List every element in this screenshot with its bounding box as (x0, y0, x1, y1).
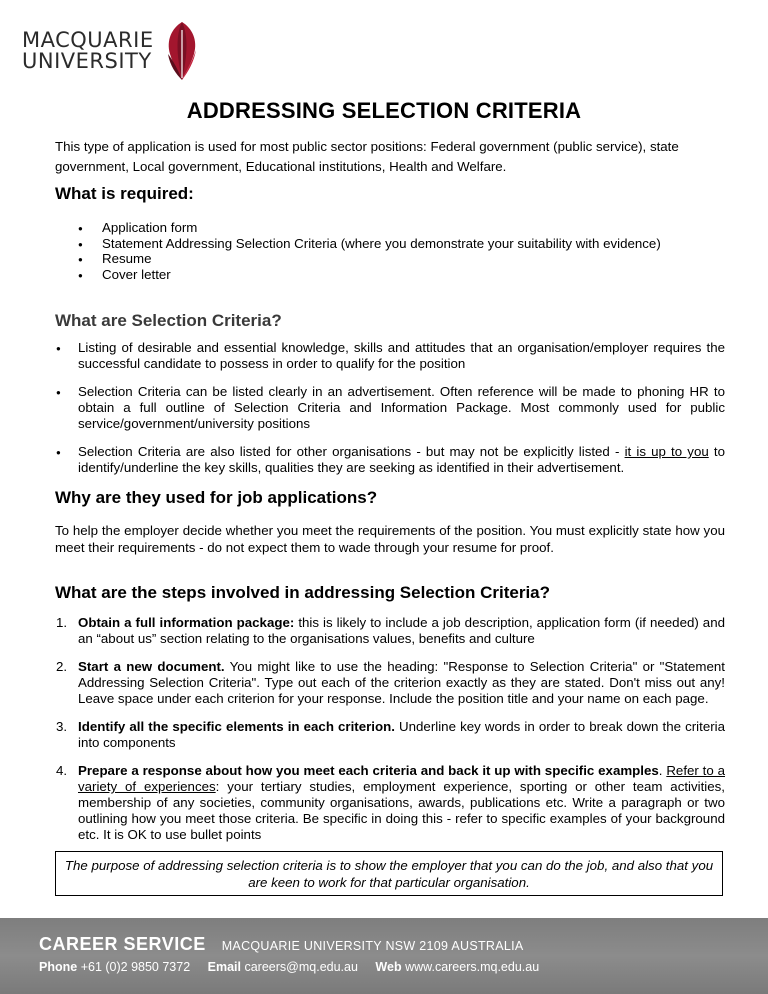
email-label: Email (207, 960, 241, 974)
step-title: Prepare a response about how you meet each criteria and back it up with specific examples (78, 763, 659, 778)
phone-label: Phone (39, 960, 78, 974)
list-item: ● Resume (55, 251, 661, 267)
criteria-list (55, 340, 725, 488)
step-item (55, 763, 725, 843)
logo-wordmark (22, 30, 154, 72)
email-link[interactable]: careers@mq.edu.au (244, 960, 358, 974)
step-title: Identify all the specific elements in each criterion. (78, 719, 395, 734)
step-number: 4. (56, 763, 68, 778)
web-link[interactable]: www.careers.mq.edu.au (405, 960, 540, 974)
footer-banner (0, 918, 768, 994)
university-logo (22, 20, 206, 84)
step-text: : your tertiary studies, employment experience, sporting or other team activities, membership of any societies, community organisations, awards, publications etc. Write a paragraph or two outlining how you meet those criteria. Be specific in doing this - refer to specific examples of your background etc. It is OK to use bullet points (78, 779, 725, 842)
why-heading: Why are they used for job applications? (55, 488, 378, 507)
steps-list (55, 615, 725, 855)
step-title: Obtain a full information package: (78, 615, 295, 630)
required-list (55, 220, 661, 282)
footer-address: MACQUARIE UNIVERSITY NSW 2109 AUSTRALIA (221, 939, 524, 953)
page-title: ADDRESSING SELECTION CRITERIA (186, 98, 582, 123)
step-text-pre: . (658, 763, 667, 778)
step-number: 2. (56, 659, 68, 674)
steps-heading: What are the steps involved in addressing Selection Criteria? (55, 583, 551, 602)
step-text: this is likely to include a job description, application form (if needed) and an “about us” section relating to the organisations values, benefits and culture (78, 615, 725, 646)
list-item: ● Statement Addressing Selection Criteria (where you demonstrate your suitability with evidence) (55, 236, 661, 252)
why-paragraph: To help the employer decide whether you meet the requirements of the position. You must explicitly state how you meet their requirements - do not expect them to wade through your resume for proof. (55, 523, 725, 555)
step-underline: Refer to a variety of experiences (78, 763, 726, 794)
criteria-item3-rest: to identify/underline the key skills, qualities they are seeking as identified in their advertisement. (78, 444, 725, 475)
list-item: ● Listing of desirable and essential knowledge, skills and attitudes that an organisation/employer requires the successful candidate to possess in order to qualify for the position (55, 340, 725, 372)
step-item (55, 615, 725, 647)
step-item (55, 659, 725, 707)
step-text: Underline key words in order to break down the criteria into components (78, 719, 725, 750)
career-service-label: CAREER SERVICE (39, 934, 206, 954)
criteria-item3-underline: it is up to you (624, 444, 709, 459)
logo-line-1: MACQUARIE (22, 28, 154, 52)
intro-paragraph: This type of application is used for most public sector positions: Federal government (public service), state government, Local government, Educational institutions, Health and Welfare. (55, 139, 679, 174)
list-item: ● Selection Criteria can be listed clearly in an advertisement. Often reference will be made to phoning HR to obtain a full outline of Selection Criteria and Information Package. Most commonly used for public service/government/university positions (55, 384, 725, 432)
list-item: ● Application form (55, 220, 661, 236)
logo-line-2: UNIVERSITY (22, 49, 152, 73)
step-text: You might like to use the heading: "Response to Selection Criteria" or "Statement Addressing Selection Criteria". Type out each of the criterion exactly as they are stated. Don't miss out any! Leave space under each criterion for your response. Include the position title and your name on each page. (78, 659, 725, 706)
list-item (55, 444, 725, 476)
step-item (55, 719, 725, 751)
purpose-note: The purpose of addressing selection criteria is to show the employer that you can do the job, and also that you are keen to work for that particular organisation. (55, 851, 723, 896)
web-label: Web (375, 960, 402, 974)
criteria-heading: What are Selection Criteria? (55, 311, 282, 330)
criteria-item3-text: Selection Criteria are also listed for other organisations - but may not be explicitly listed - (78, 444, 625, 459)
footer-row-1 (39, 934, 524, 955)
list-item: ● Cover letter (55, 267, 661, 283)
lighthouse-logo-icon (158, 20, 206, 84)
required-heading: What is required: (55, 184, 194, 203)
step-title: Start a new document. (78, 659, 225, 674)
phone-value: +61 (0)2 9850 7372 (80, 960, 191, 974)
footer-row-2 (39, 960, 539, 974)
step-number: 3. (56, 719, 68, 734)
step-number: 1. (56, 615, 68, 630)
